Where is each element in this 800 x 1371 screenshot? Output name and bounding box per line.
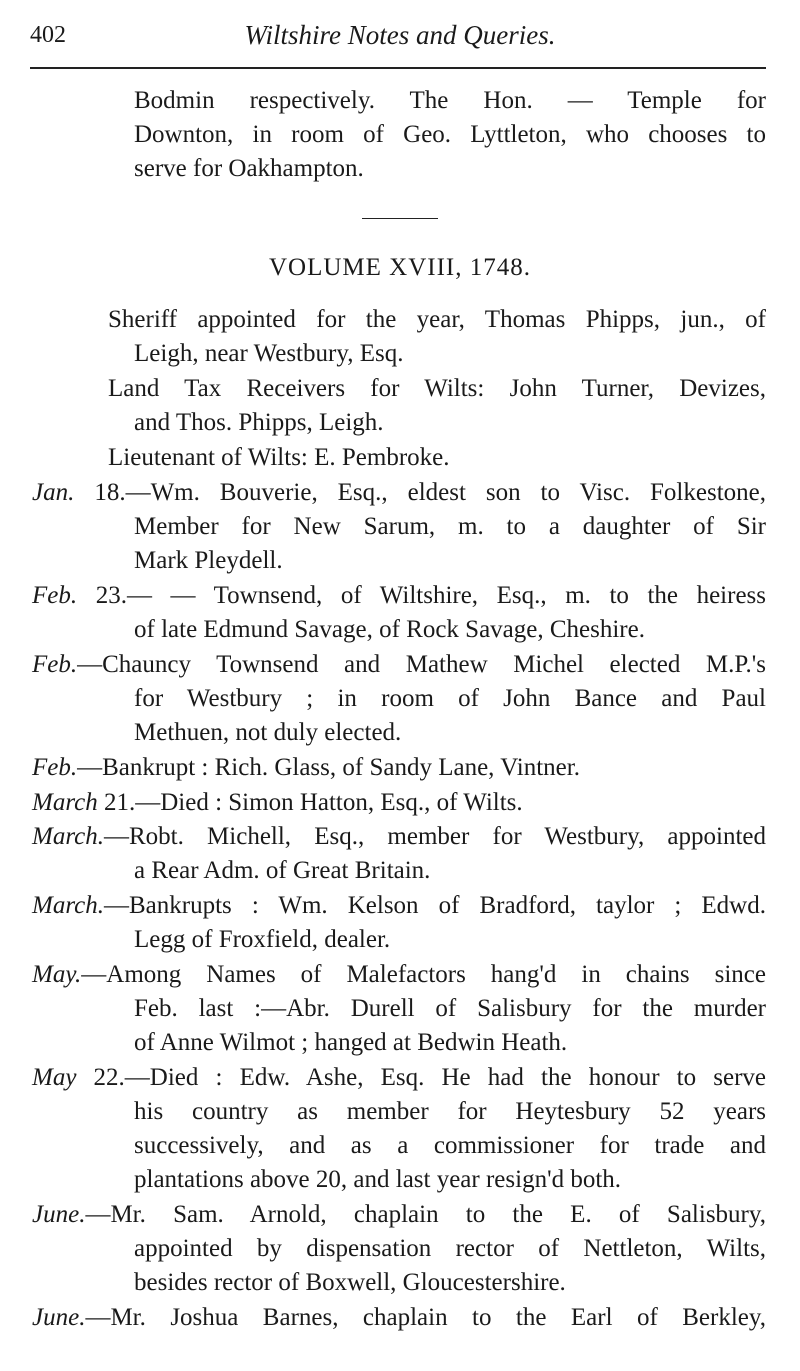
entry-line: Methuen, not duly elected. xyxy=(134,719,402,746)
entry-line: plantations above 20, and last year resign'd both. xyxy=(134,1166,622,1193)
entry-line: Mark Pleydell. xyxy=(134,547,283,574)
entry-line: Jan. 18.—Wm. Bouverie, Esq., eldest son to Visc. Folkestone, xyxy=(32,479,766,506)
entry-line: May 22.—Died : Edw. Ashe, Esq. He had the honour to serve xyxy=(32,1064,766,1091)
entry-line: Lieutenant of Wilts: E. Pembroke. xyxy=(108,444,450,471)
entry-line: of late Edmund Savage, of Rock Savage, Cheshire. xyxy=(134,616,645,643)
section-divider xyxy=(362,218,438,219)
entry-date: Feb. xyxy=(32,582,78,609)
entry-line: Feb. 23.— — Townsend, of Wiltshire, Esq., m. to the heiress xyxy=(32,582,766,609)
entry-line: March 21.—Died : Simon Hatton, Esq., of Wilts. xyxy=(32,789,523,816)
entry-line: Feb.—Bankrupt : Rich. Glass, of Sandy Lane, Vintner. xyxy=(32,754,580,781)
entry-date: Jan. xyxy=(32,479,75,506)
entry-line: Legg of Froxfield, dealer. xyxy=(134,926,391,953)
entry-line: May.—Among Names of Malefactors hang'd in chains since xyxy=(32,961,766,988)
continuation-line: Bodmin respectively. The Hon. — Temple for xyxy=(134,87,766,114)
entry-line: Feb. last :—Abr. Durell of Salisbury for the murder xyxy=(134,995,766,1022)
page-number: 402 xyxy=(30,22,66,48)
entry-line: Feb.—Chauncy Townsend and Mathew Michel elected M.P.'s xyxy=(32,651,766,678)
entry-line: of Anne Wilmot ; hanged at Bedwin Heath. xyxy=(134,1029,568,1056)
entry-date: March. xyxy=(32,823,104,850)
entry-date: March xyxy=(32,789,98,816)
continuation-line: serve for Oakhampton. xyxy=(134,155,364,182)
entry-line: Member for New Sarum, m. to a daughter of Sir xyxy=(134,513,766,540)
entry-line: appointed by dispensation rector of Nettleton, Wilts, xyxy=(134,1235,766,1262)
continuation-line: Downton, in room of Geo. Lyttleton, who chooses to xyxy=(134,121,766,148)
entry-date: March. xyxy=(32,892,104,919)
entry-date: May xyxy=(32,1064,77,1091)
header-rule xyxy=(30,67,766,69)
entry-date: June. xyxy=(32,1201,86,1228)
entry-line: Land Tax Receivers for Wilts: John Turner, Devizes, xyxy=(108,375,766,402)
page-header xyxy=(0,0,800,70)
entry-line: March.—Robt. Michell, Esq., member for Westbury, appointed xyxy=(32,823,766,850)
entry-line: his country as member for Heytesbury 52 years xyxy=(134,1098,766,1125)
entry-line: Sheriff appointed for the year, Thomas Phipps, jun., of xyxy=(108,306,766,333)
entry-line: March.—Bankrupts : Wm. Kelson of Bradford, taylor ; Edwd. xyxy=(32,892,766,919)
entry-line: besides rector of Boxwell, Gloucestershire. xyxy=(134,1269,566,1296)
entry-line: June.—Mr. Joshua Barnes, chaplain to the Earl of Berkley, xyxy=(32,1304,766,1331)
entry-line: June.—Mr. Sam. Arnold, chaplain to the E. of Salisbury, xyxy=(32,1201,766,1228)
entry-date: Feb. xyxy=(32,754,78,781)
entry-line: successively, and as a commissioner for trade and xyxy=(134,1132,766,1159)
entry-date: June. xyxy=(32,1304,86,1331)
entry-date: May. xyxy=(32,961,82,988)
entry-line: Leigh, near Westbury, Esq. xyxy=(134,340,404,367)
entry-line: for Westbury ; in room of John Bance and Paul xyxy=(134,685,766,712)
section-heading: VOLUME XVIII, 1748. xyxy=(268,254,532,281)
running-title: Wiltshire Notes and Queries. xyxy=(244,20,556,50)
entry-line: a Rear Adm. of Great Britain. xyxy=(134,857,431,884)
entry-date: Feb. xyxy=(32,651,78,678)
entry-line: and Thos. Phipps, Leigh. xyxy=(134,409,384,436)
